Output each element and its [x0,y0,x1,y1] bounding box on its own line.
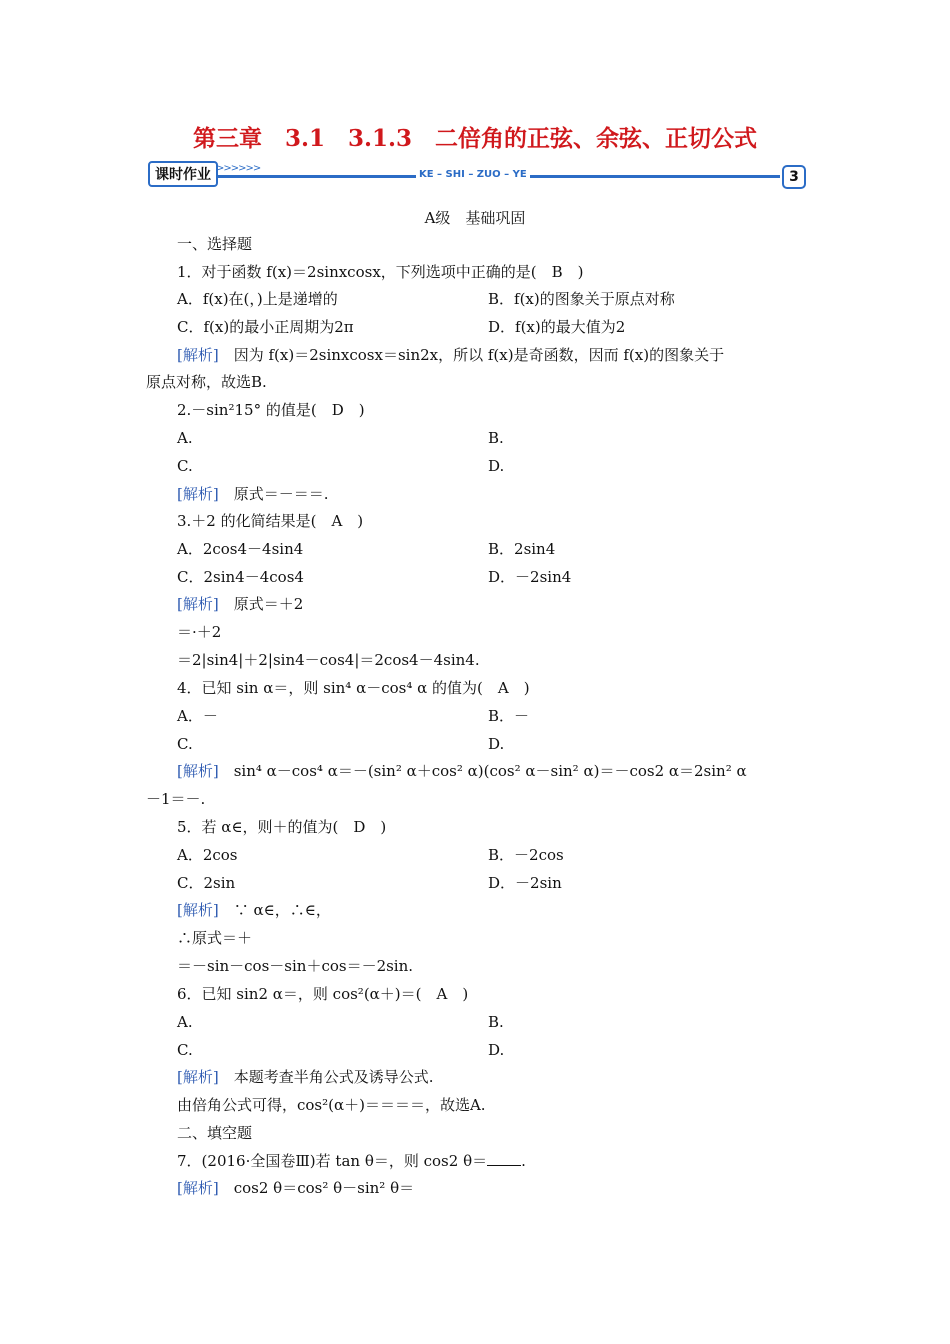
q6-option-c: C. [177,1041,193,1059]
q1-option-d: D．f(x)的最大值为2 [488,318,626,336]
q7-stem [177,1151,526,1171]
q5-option-c: C．2sin [177,874,236,892]
q3-analysis-step2: ＝·＋2 [177,623,222,641]
q6-option-d: D. [488,1041,505,1059]
q3-option-d: D．－2sin4 [488,568,572,586]
q2-stem: 2.－sin²15° 的值是( D ) [177,401,365,419]
q1-analysis-cont: 原点对称，故选B. [146,373,267,391]
q5-option-b: B．－2cos [488,846,564,864]
analysis-tag: [解析] [177,485,219,503]
q6-analysis [177,1067,434,1087]
q1-option-c: C．f(x)的最小正周期为2π [177,318,354,336]
analysis-tag: [解析] [177,762,219,780]
q6-analysis-step2: 由倍角公式可得，cos²(α＋)＝＝＝＝，故选A. [177,1096,486,1114]
level-heading: A级 基础巩固 [424,209,526,227]
q3-analysis-step3: ＝2|sin4|＋2|sin4－cos4|＝2cos4－4sin4. [177,651,480,669]
analysis-text: sin⁴ α－cos⁴ α＝－(sin² α＋cos² α)(cos² α－sin² α)＝－cos2 α＝2sin² α [218,762,747,780]
q3-option-a: A．2cos4－4sin4 [177,540,304,558]
analysis-text: ∵ α∈，∴∈， [218,901,331,919]
banner-label: 课时作业 [148,161,218,187]
q2-analysis [177,484,329,504]
homework-banner [148,158,806,192]
analysis-text: 原式＝＋2 [218,595,304,613]
q1-option-a: A．f(x)在(，)上是递增的 [177,290,338,308]
q4-option-c: C. [177,735,193,753]
q6-option-b: B. [488,1013,504,1031]
q5-analysis [177,900,331,920]
section-choice: 一、选择题 [177,235,253,253]
q5-option-d: D．－2sin [488,874,562,892]
analysis-text: 本题考查半角公式及诱导公式. [218,1068,434,1086]
analysis-tag: [解析] [177,346,219,364]
q5-stem: 5．若 α∈，则＋的值为( D ) [177,818,387,836]
q3-stem: 3.＋2 的化简结果是( A ) [177,512,364,530]
q7-analysis [177,1178,414,1198]
q3-option-b: B．2sin4 [488,540,556,558]
q2-option-b: B. [488,429,504,447]
q4-stem: 4．已知 sin α＝，则 sin⁴ α－cos⁴ α 的值为( A ) [177,679,530,697]
analysis-tag: [解析] [177,595,219,613]
q2-option-a: A. [177,429,193,447]
q2-option-c: C. [177,457,193,475]
section-fill: 二、填空题 [177,1124,253,1142]
q4-analysis-cont: －1＝－. [146,790,206,808]
q7-stem-end: . [521,1152,526,1170]
q5-analysis-step2: ∴原式＝＋ [177,929,253,947]
banner-number: 3 [782,165,806,189]
q6-stem: 6．已知 sin2 α＝，则 cos²(α＋)＝( A ) [177,985,469,1003]
q1-option-b: B．f(x)的图象关于原点对称 [488,290,675,308]
analysis-tag: [解析] [177,901,219,919]
q5-analysis-step3: ＝－sin－cos－sin＋cos＝－2sin. [177,957,414,975]
analysis-tag: [解析] [177,1179,219,1197]
q4-option-a: A．－ [177,707,218,725]
q3-option-c: C．2sin4－4cos4 [177,568,304,586]
q6-option-a: A. [177,1013,193,1031]
q3-analysis [177,594,303,614]
q1-stem: 1．对于函数 f(x)＝2sinxcosx，下列选项中正确的是( B ) [177,263,584,281]
analysis-tag: [解析] [177,1068,219,1086]
banner-pinyin: KE – SHI – ZUO – YE [416,169,530,180]
q2-option-d: D. [488,457,505,475]
q4-option-b: B．－ [488,707,530,725]
banner-arrows: >>>>>> [216,163,261,174]
analysis-text: 原式＝－＝＝. [218,485,329,503]
analysis-text: cos2 θ＝cos² θ－sin² θ＝ [218,1179,415,1197]
q7-stem-text: 7．(2016·全国卷Ⅲ)若 tan θ＝，则 cos2 θ＝ [177,1152,488,1170]
q4-option-d: D. [488,735,505,753]
q1-analysis [177,345,724,365]
page-title: 第三章 3.1 3.1.3 二倍角的正弦、余弦、正切公式 [192,125,758,152]
q4-analysis [177,761,747,781]
q5-option-a: A．2cos [177,846,238,864]
answer-blank [487,1151,521,1166]
analysis-text: 因为 f(x)＝2sinxcosx＝sin2x，所以 f(x)是奇函数，因而 f(x)的图象关于 [218,346,725,364]
